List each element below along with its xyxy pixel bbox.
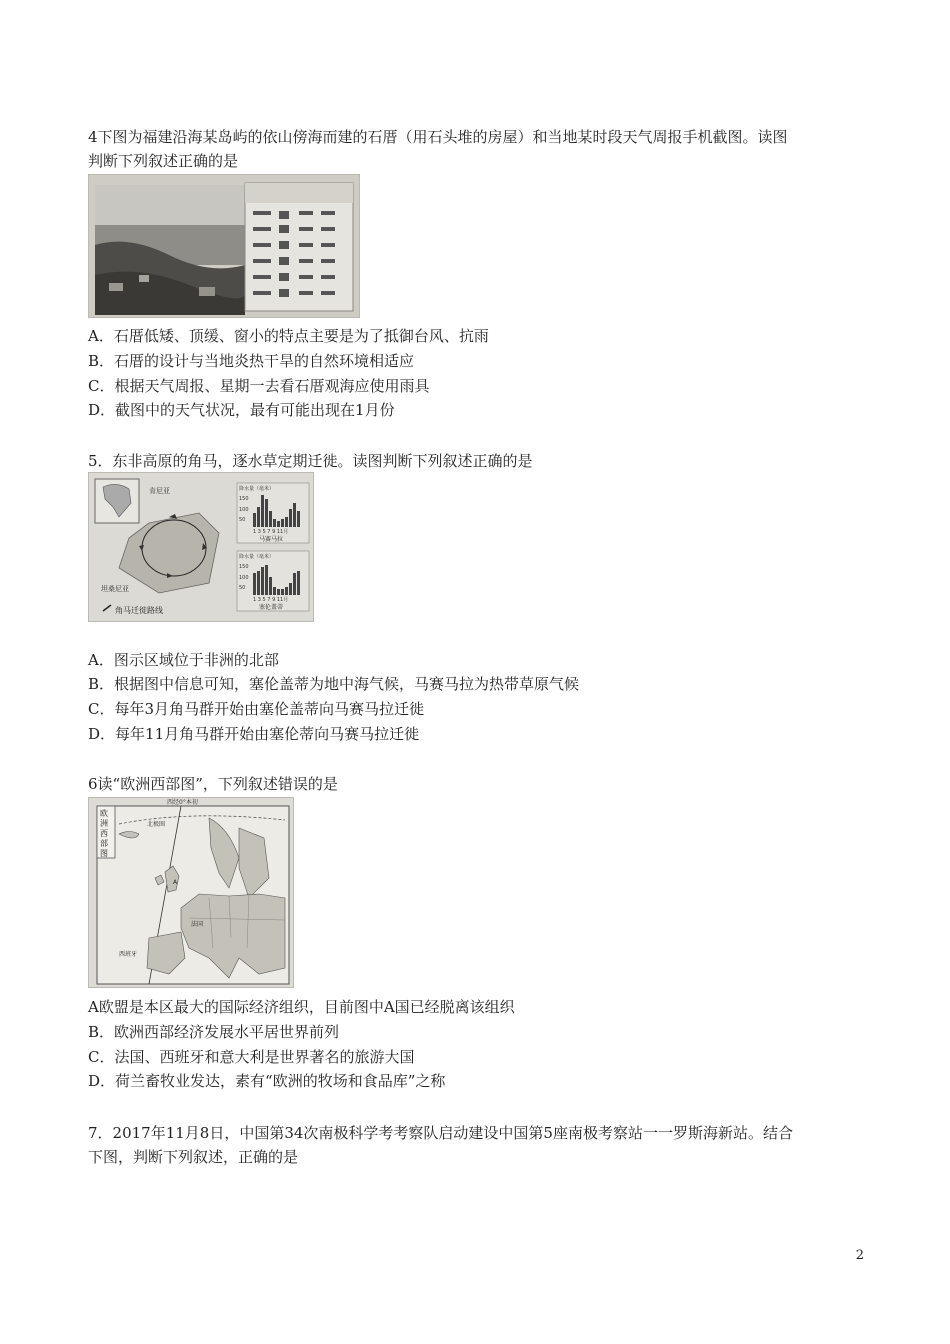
q6-option-d: D．荷兰畜牧业发达，素有“欧洲的牧场和食品库”之称 [88,1072,446,1090]
q6-figure-map [88,797,294,988]
q5-chart-b-tick-150: 150 [239,564,249,570]
q5-chart-a-tick-150: 150 [239,496,249,502]
q6-arctic-label: 北极圈 [147,821,166,828]
q5-chart-a-tick-100: 100 [239,507,249,513]
q5-chart-b-months: 1 3 5 7 9 11月 [253,597,289,603]
q5-stem: 5．东非高原的角马，逐水草定期迁徙。读图判断下列叙述正确的是 [88,452,533,470]
q5-map-graphic [89,473,314,622]
q4-option-d: D．截图中的天气状况，最有可能出现在1月份 [88,401,395,419]
q5-kenya-label: 肯尼亚 [149,487,170,495]
q4-option-b: B．石厝的设计与当地炎热干旱的自然环境相适应 [88,352,415,370]
q4-option-a: A．石厝低矮、顶缓、窗小的特点主要是为了抵御台风、抗雨 [88,327,489,345]
q5-option-a: A．图示区域位于非洲的北部 [88,651,279,669]
q6-option-c: C．法国、西班牙和意大利是世界著名的旅游大国 [88,1048,415,1066]
q6-spain-label: 西班牙 [119,951,138,958]
q6-mark-a: A [173,879,178,886]
q5-chart-a-tick-50: 50 [239,517,246,523]
q4-stem-line2: 判断下列叙述正确的是 [88,152,239,170]
q5-chart-a-months: 1 3 5 7 9 11月 [253,529,289,535]
q7-stem-line2: 下图，判断下列叙述，正确的是 [88,1148,299,1166]
q5-chart-b-tick-100: 100 [239,575,249,581]
q6-title-char-3: 西 [100,829,108,838]
q6-option-b: B．欧洲西部经济发展水平居世界前列 [88,1023,340,1041]
q5-chart-a-caption: 马赛马拉 [259,536,284,543]
q4-stem-line1: 4下图为福建沿海某岛屿的依山傍海而建的石厝（用石头堆的房屋）和当地某时段天气周报手机截图。读图 [88,128,788,146]
q5-chart-b-caption: 塞伦盖蒂 [259,604,284,611]
q6-stem: 6读“欧洲西部图”，下列叙述错误的是 [88,775,338,793]
page-number: 2 [855,1248,864,1263]
q6-france-label: 法国 [191,921,204,928]
q6-top-label: 西经0°本初 [167,799,198,806]
q5-legend-label: 角马迁徙路线 [115,606,163,615]
q5-chart-a-ylabel: 降水量（毫米） [239,486,275,492]
q5-figure-map [88,472,314,622]
q6-option-a: A欧盟是本区最大的国际经济组织，目前图中A国已经脱离该组织 [88,998,515,1016]
q4-photo-graphic [89,175,360,318]
q5-chart-b-tick-50: 50 [239,585,246,591]
q6-title-char-4: 部 [100,839,108,848]
q5-chart-b-ylabel: 降水量（毫米） [239,554,275,560]
q4-figure-photo [88,174,360,318]
q5-tanzania-label: 坦桑尼亚 [101,585,129,593]
q5-option-c: C．每年3月角马群开始由塞伦盖蒂向马赛马拉迁徙 [88,700,425,718]
q6-title-char-5: 图 [100,849,108,858]
q4-option-c: C．根据天气周报、星期一去看石厝观海应使用雨具 [88,377,430,395]
q5-option-d: D．每年11月角马群开始由塞伦蒂向马赛马拉迁徙 [88,725,420,743]
q6-map-graphic [89,798,294,988]
q5-option-b: B．根据图中信息可知，塞伦盖蒂为地中海气候，马赛马拉为热带草原气候 [88,675,580,693]
q6-title-char-1: 欧 [100,809,108,818]
q6-title-char-2: 洲 [100,819,108,828]
q7-stem-line1: 7．2017年11月8日，中国第34次南极科学考考察队启动建设中国第5座南极考察站一一罗斯海新站。结合 [88,1124,793,1142]
